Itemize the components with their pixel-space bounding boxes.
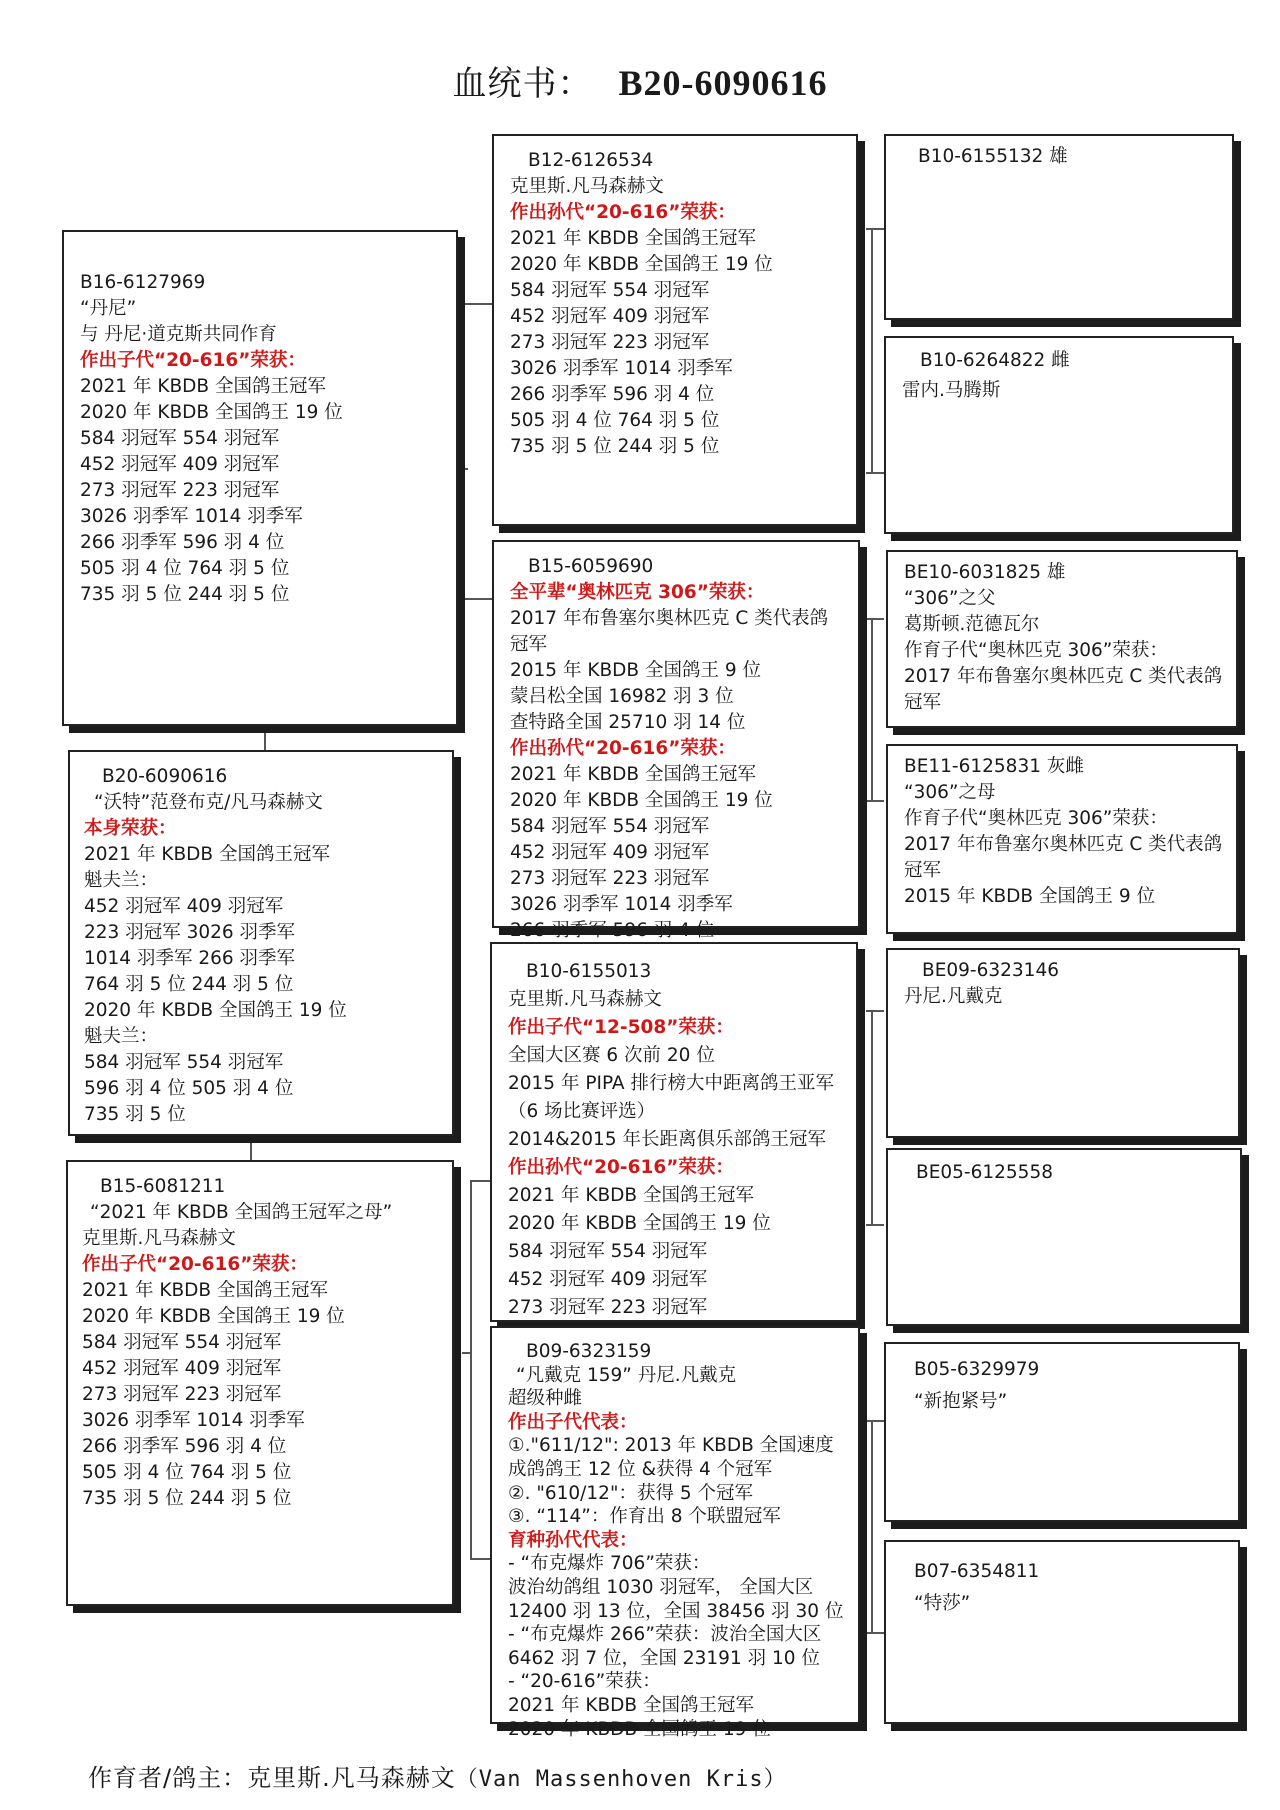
achievement-line: 266 羽季军 596 羽 4 位	[510, 384, 715, 405]
achievement-line: 584 羽冠军 554 羽冠军	[510, 816, 710, 837]
pedigree-box-dam-sire-dam	[886, 1148, 1242, 1326]
pedigree-box-sire-dam	[492, 540, 860, 941]
achievement-heading: 作出孙代“20-616”荣获：	[508, 1157, 734, 1178]
achievement-line: 2015 年 KBDB 全国鸽王 9 位	[510, 660, 762, 681]
connector-line	[264, 726, 266, 750]
connector-line	[866, 618, 884, 620]
pedigree-box-sire-dam-dam	[886, 744, 1238, 934]
achievement-line: 2020 年 KBDB 全国鸽王 19 位	[84, 1000, 347, 1021]
ring-number: B05-6329979	[914, 1359, 1040, 1380]
achievement-line: 266 羽季军 596 羽 4 位	[510, 920, 715, 941]
ring-number: BE11-6125831 灰雌	[904, 756, 1084, 777]
ring-number: BE05-6125558	[916, 1162, 1053, 1183]
pedigree-box-sire-sire	[492, 134, 858, 526]
breeder-footer	[88, 1758, 787, 1793]
achievement-heading: 作出子代代表：	[508, 1411, 638, 1433]
achievement-line: 584 羽冠军 554 羽冠军	[84, 1052, 284, 1073]
pedigree-box-sire-dam-sire	[886, 550, 1238, 728]
achievement-line: 452 羽冠军 409 羽冠军	[510, 306, 710, 327]
achievement-line: - “布克爆炸 706”荣获：	[508, 1553, 711, 1575]
pigeon-name: “2021 年 KBDB 全国鸽王冠军之母”	[90, 1202, 393, 1223]
achievement-line: 冠军	[904, 692, 942, 713]
ring-number: B15-6081211	[100, 1176, 226, 1197]
breeder-line: 与 丹尼·道克斯共同作育	[80, 324, 277, 345]
achievement-line: 2020 年 KBDB 全国鸽王 19 位	[82, 1306, 345, 1327]
achievement-line: 2017 年布鲁塞尔奥林匹克 C 类代表鸽	[510, 608, 829, 629]
achievement-line: 作育子代“奥林匹克 306”荣获：	[904, 640, 1168, 661]
ring-number: B07-6354811	[914, 1561, 1040, 1582]
ring-number: BE10-6031825 雄	[904, 562, 1066, 583]
pedigree-box-sire	[62, 230, 458, 726]
achievement-line: 584 羽冠军 554 羽冠军	[80, 428, 280, 449]
achievement-line: 735 羽 5 位 244 羽 5 位	[82, 1488, 292, 1509]
ring-number: B15-6059690	[528, 556, 654, 577]
achievement-line: 2021 年 KBDB 全国鸽王冠军	[84, 844, 330, 865]
achievement-line: 2017 年布鲁塞尔奥林匹克 C 类代表鸽	[904, 666, 1223, 687]
achievement-line: 2021 年 KBDB 全国鸽王冠军	[80, 376, 326, 397]
achievement-line: 波治幼鸽组 1030 羽冠军， 全国大区	[508, 1576, 814, 1598]
achievement-heading: 全平辈“奥林匹克 306”荣获：	[510, 582, 765, 603]
breeder-line: 葛斯顿.范德瓦尔	[904, 614, 1040, 635]
achievement-line: 223 羽冠军 3026 羽季军	[84, 922, 296, 943]
achievement-line: 2021 年 KBDB 全国鸽王冠军	[82, 1280, 328, 1301]
connector-line	[871, 1010, 873, 1226]
achievement-line: 全国大区赛 6 次前 20 位	[508, 1045, 715, 1066]
connector-line	[462, 1352, 472, 1354]
pedigree-box-dam-dam-dam	[884, 1540, 1240, 1724]
connector-line	[462, 468, 468, 470]
title-prefix: 血统书：	[452, 64, 593, 104]
pedigree-box-dam-dam-sire	[884, 1342, 1240, 1522]
achievement-line: 12400 羽 13 位，全国 38456 羽 30 位	[508, 1600, 844, 1622]
pigeon-name: “沃特”范登布克/凡马森赫文	[94, 792, 323, 813]
connector-line	[866, 228, 884, 230]
achievement-line: 584 羽冠军 554 羽冠军	[82, 1332, 282, 1353]
breeder-line: 丹尼.凡戴克	[904, 986, 1003, 1007]
breeder-line: 雷内.马腾斯	[902, 380, 1001, 401]
achievement-line: 3026 羽季军 1014 羽季军	[510, 894, 733, 915]
achievement-line: 6462 羽 7 位，全国 23191 羽 10 位	[508, 1647, 820, 1669]
breeder-line: 克里斯.凡马森赫文	[508, 989, 662, 1010]
achievement-line: 3026 羽季军 1014 羽季军	[80, 506, 303, 527]
achievement-heading: 本身荣获：	[84, 818, 177, 839]
breeder-line: 克里斯.凡马森赫文	[510, 176, 664, 197]
achievement-line: 2021 年 KBDB 全国鸽王冠军	[510, 764, 756, 785]
connector-line	[866, 472, 884, 474]
connector-line	[866, 1632, 884, 1634]
connector-line	[250, 1136, 252, 1160]
achievement-line: - “20-616”荣获：	[508, 1671, 661, 1693]
achievement-line: 266 羽季军 596 羽 4 位	[82, 1436, 287, 1457]
ring-number: B20-6090616	[102, 766, 228, 787]
pedigree-box-subject	[68, 750, 454, 1136]
pedigree-box-dam-dam	[490, 1326, 860, 1740]
achievement-line: 蒙吕松全国 16982 羽 3 位	[510, 686, 734, 707]
connector-line	[470, 1180, 472, 1560]
achievement-line: 1014 羽季军 266 羽季军	[84, 948, 296, 969]
achievement-line: 584 羽冠军 554 羽冠军	[510, 280, 710, 301]
achievement-line: 452 羽冠军 409 羽冠军	[80, 454, 280, 475]
achievement-line: 2020 年 KBDB 全国鸽王 19 位	[508, 1718, 771, 1740]
achievement-line: 2020 年 KBDB 全国鸽王 19 位	[508, 1213, 771, 1234]
achievement-line: 2021 年 KBDB 全国鸽王冠军	[510, 228, 756, 249]
achievement-line: 2021 年 KBDB 全国鸽王冠军	[508, 1185, 754, 1206]
pedigree-box-dam-sire-sire	[886, 948, 1240, 1138]
connector-line	[462, 598, 492, 600]
achievement-line: 查特路全国 25710 羽 14 位	[510, 712, 746, 733]
connector-line	[866, 1224, 884, 1226]
connector-line	[462, 303, 464, 600]
achievement-line: 764 羽 5 位 244 羽 5 位	[84, 974, 294, 995]
achievement-line: 273 羽冠军 223 羽冠军	[82, 1384, 282, 1405]
achievement-line: 273 羽冠军 223 羽冠军	[510, 868, 710, 889]
connector-line	[866, 1420, 884, 1422]
connector-line	[462, 303, 492, 305]
achievement-line: 266 羽季军 596 羽 4 位	[80, 532, 285, 553]
achievement-line: 冠军	[904, 860, 942, 881]
connector-line	[871, 1420, 873, 1634]
pigeon-note: 超级种雌	[508, 1388, 583, 1410]
achievement-line: 2015 年 PIPA 排行榜大中距离鸽王亚军	[508, 1073, 834, 1094]
ring-number: B10-6155132 雄	[918, 146, 1068, 167]
achievement-line: 452 羽冠军 409 羽冠军	[508, 1269, 708, 1290]
achievement-line: 2017 年布鲁塞尔奥林匹克 C 类代表鸽	[904, 834, 1223, 855]
achievement-line: 596 羽 4 位 505 羽 4 位	[84, 1078, 294, 1099]
pedigree-box-dam	[66, 1160, 454, 1606]
achievement-line: 2020 年 KBDB 全国鸽王 19 位	[80, 402, 343, 423]
pedigree-title	[0, 56, 1280, 105]
achievement-line: 505 羽 4 位 764 羽 5 位	[82, 1462, 292, 1483]
connector-line	[470, 1558, 490, 1560]
achievement-line: 魁夫兰：	[84, 1026, 159, 1047]
achievement-line: 成鸽鸽王 12 位 &获得 4 个冠军	[508, 1458, 773, 1480]
achievement-line: 735 羽 5 位	[84, 1104, 186, 1125]
pedigree-box-dam-sire	[490, 942, 858, 1322]
pigeon-name: “306”之母	[904, 782, 996, 803]
connector-line	[866, 800, 884, 802]
connector-line	[871, 618, 873, 802]
pigeon-name: “306”之父	[904, 588, 996, 609]
ring-number: B12-6126534	[528, 150, 654, 171]
title-ring-number: B20-6090616	[618, 63, 828, 103]
achievement-line: 273 羽冠军 223 羽冠军	[508, 1297, 708, 1318]
pedigree-box-sire-sire-sire	[884, 134, 1234, 320]
pigeon-name: “新抱紧号”	[914, 1391, 1008, 1412]
pedigree-box-sire-sire-dam	[884, 336, 1234, 534]
achievement-line: 452 羽冠军 409 羽冠军	[84, 896, 284, 917]
achievement-line: 584 羽冠军 554 羽冠军	[508, 1241, 708, 1262]
connector-line	[871, 228, 873, 474]
footer-label: 作育者/鸽主：	[88, 1764, 248, 1792]
achievement-line: 3026 羽季军 1014 羽季军	[82, 1410, 305, 1431]
pigeon-name: “凡戴克 159” 丹尼.凡戴克	[516, 1364, 737, 1386]
achievement-line: 2020 年 KBDB 全国鸽王 19 位	[510, 790, 773, 811]
ring-number: B10-6264822 雌	[920, 350, 1070, 371]
achievement-line: ②. "610/12"：获得 5 个冠军	[508, 1482, 753, 1504]
pigeon-name: “丹尼”	[80, 298, 137, 319]
achievement-line: （6 场比赛评选）	[508, 1101, 656, 1122]
achievement-line: 2020 年 KBDB 全国鸽王 19 位	[510, 254, 773, 275]
achievement-line: 冠军	[510, 634, 548, 655]
achievement-line: 2014&2015 年长距离俱乐部鸽王冠军	[508, 1129, 826, 1150]
achievement-heading: 作出子代“20-616”荣获：	[82, 1254, 308, 1275]
achievement-line: 3026 羽季军 1014 羽季军	[510, 358, 733, 379]
achievement-line: ①."611/12": 2013 年 KBDB 全国速度	[508, 1435, 834, 1457]
footer-breeder-name-en: （Van Massenhoven Kris）	[455, 1767, 787, 1792]
achievement-line: 273 羽冠军 223 羽冠军	[80, 480, 280, 501]
achievement-line: 505 羽 4 位 764 羽 5 位	[80, 558, 290, 579]
connector-line	[866, 1010, 884, 1012]
pigeon-name: “特莎”	[914, 1593, 971, 1614]
achievement-line: 735 羽 5 位 244 羽 5 位	[80, 584, 290, 605]
achievement-line: 作育子代“奥林匹克 306”荣获：	[904, 808, 1168, 829]
achievement-heading: 作出孙代“20-616”荣获：	[510, 202, 736, 223]
connector-line	[470, 1180, 490, 1182]
ring-number: B09-6323159	[526, 1341, 652, 1362]
achievement-line: 2021 年 KBDB 全国鸽王冠军	[508, 1694, 754, 1716]
achievement-heading: 作出子代“12-508”荣获：	[508, 1017, 734, 1038]
achievement-heading: 育种孙代代表：	[508, 1529, 638, 1551]
achievement-line: 魁夫兰：	[84, 870, 159, 891]
achievement-line: 735 羽 5 位 244 羽 5 位	[510, 436, 720, 457]
ring-number: BE09-6323146	[922, 960, 1059, 981]
achievement-heading: 作出孙代“20-616”荣获：	[510, 738, 736, 759]
achievement-line: - “布克爆炸 266”荣获：波治全国大区	[508, 1624, 822, 1646]
achievement-line: ③. “114”：作育出 8 个联盟冠军	[508, 1506, 781, 1528]
breeder-line: 克里斯.凡马森赫文	[82, 1228, 236, 1249]
ring-number: B16-6127969	[80, 272, 206, 293]
footer-breeder-name: 克里斯.凡马森赫文	[247, 1764, 456, 1792]
ring-number: B10-6155013	[526, 961, 652, 982]
achievement-line: 273 羽冠军 223 羽冠军	[510, 332, 710, 353]
achievement-line: 452 羽冠军 409 羽冠军	[510, 842, 710, 863]
achievement-line: 505 羽 4 位 764 羽 5 位	[510, 410, 720, 431]
achievement-line: 452 羽冠军 409 羽冠军	[82, 1358, 282, 1379]
achievement-line: 2015 年 KBDB 全国鸽王 9 位	[904, 886, 1156, 907]
achievement-heading: 作出子代“20-616”荣获：	[80, 350, 306, 371]
